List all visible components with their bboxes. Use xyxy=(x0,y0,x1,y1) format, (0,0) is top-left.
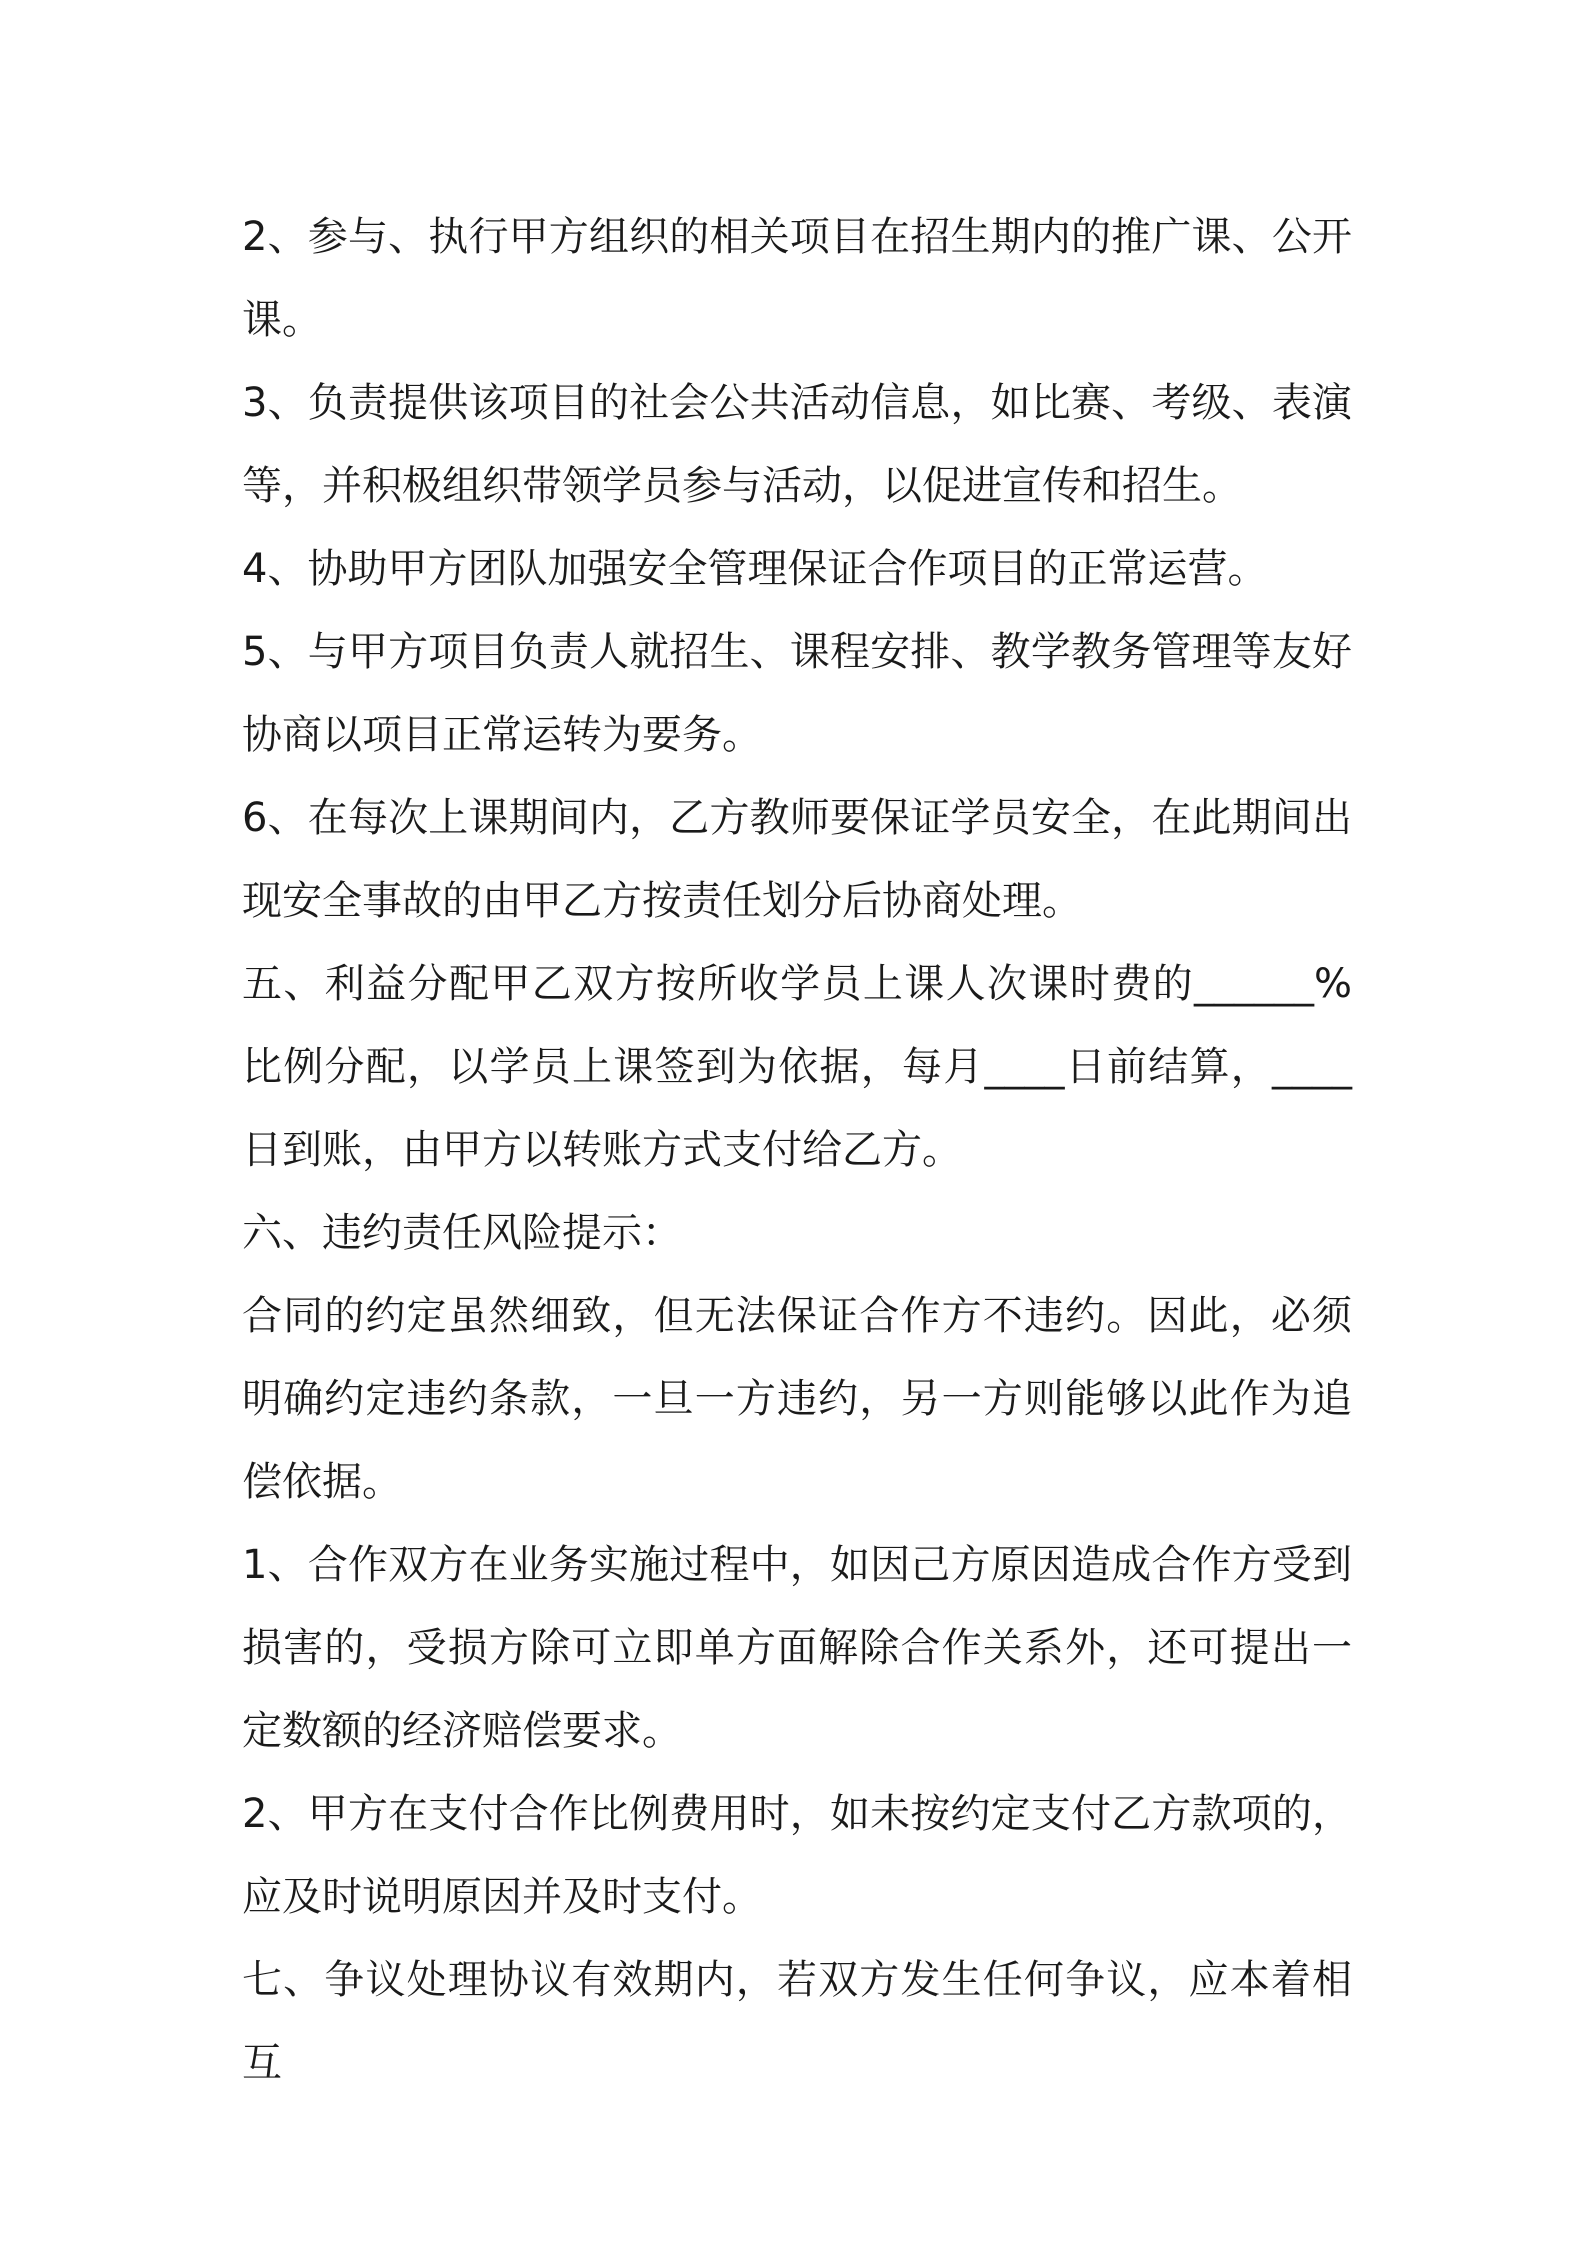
section-6-heading: 六、违约责任风险提示： xyxy=(242,1210,682,1256)
section-5-profit-distribution: 五、利益分配甲乙双方按所收学员上课人次课时费的______%比例分配，以学员上课签到为依据，每月____日前结算，____日到账，由甲方以转账方式支付给乙方。 xyxy=(242,961,1352,1173)
section-7-dispute: 七、争议处理协议有效期内，若双方发生任何争议，应本着相互 xyxy=(242,1957,1352,2086)
paragraph-item-6-student-safety: 6、在每次上课期间内，乙方教师要保证学员安全，在此期间出现安全事故的由甲乙方按责任划分后协商处理。 xyxy=(242,795,1352,924)
paragraph-item-2-promo: 2、参与、执行甲方组织的相关项目在招生期内的推广课、公开课。 xyxy=(242,214,1352,343)
paragraph-item-5-negotiation: 5、与甲方项目负责人就招生、课程安排、教学教务管理等友好协商以项目正常运转为要务。 xyxy=(242,629,1352,758)
section-6-item-2: 2、甲方在支付合作比例费用时，如未按约定支付乙方款项的，应及时说明原因并及时支付。 xyxy=(242,1791,1352,1920)
document-body xyxy=(242,196,1352,2105)
section-6-item-1: 1、合作双方在业务实施过程中，如因己方原因造成合作方受到损害的，受损方除可立即单方面解除合作关系外，还可提出一定数额的经济赔偿要求。 xyxy=(242,1542,1352,1754)
paragraph-item-3-activities: 3、负责提供该项目的社会公共活动信息，如比赛、考级、表演等，并积极组织带领学员参与活动，以促进宣传和招生。 xyxy=(242,380,1352,509)
paragraph-item-4-safety: 4、协助甲方团队加强安全管理保证合作项目的正常运营。 xyxy=(242,546,1268,592)
section-6-intro: 合同的约定虽然细致，但无法保证合作方不违约。因此，必须明确约定违约条款，一旦一方违约，另一方则能够以此作为追偿依据。 xyxy=(242,1293,1352,1505)
